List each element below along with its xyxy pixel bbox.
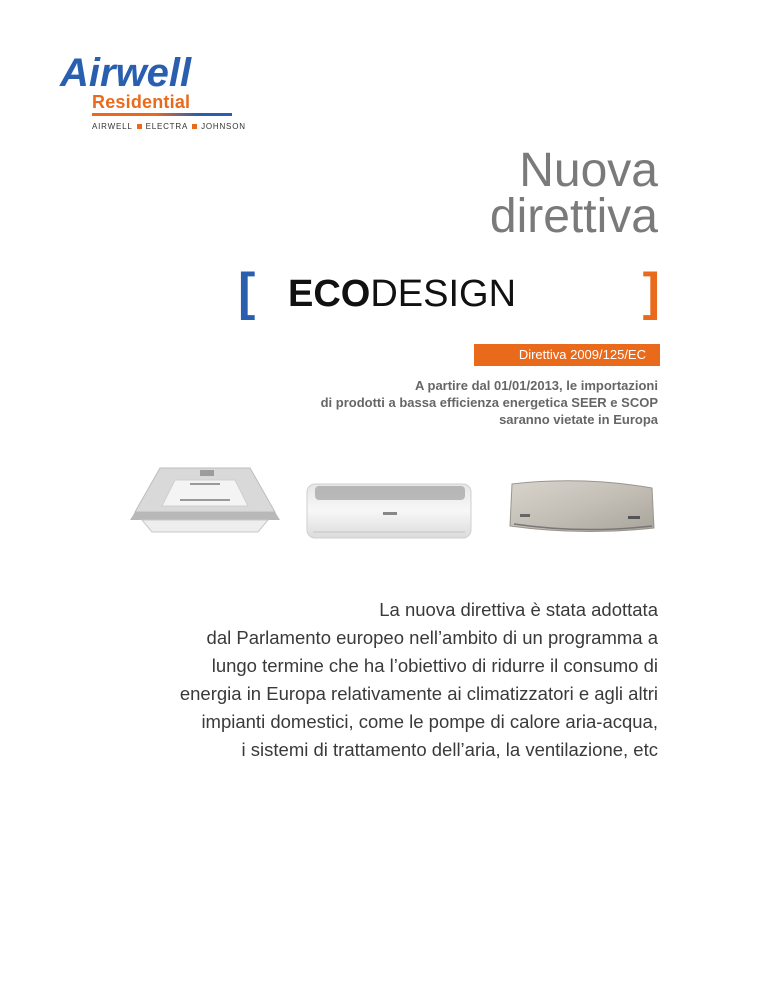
- airwell-logo: [58, 52, 246, 138]
- cassette-air-conditioner-icon: [130, 460, 280, 540]
- ecodesign-heading: [238, 263, 660, 322]
- square-bullet-icon: [192, 124, 197, 129]
- body-line: energia in Europa relativamente ai climatizzatori e agli altri: [179, 683, 658, 704]
- body-line: impianti domestici, come le pompe di calore aria-acqua,: [201, 711, 658, 732]
- directive-badge: Direttiva 2009/125/EC: [474, 344, 660, 366]
- body-line: i sistemi di trattamento dell’aria, la ventilazione, etc: [241, 739, 658, 760]
- title-line-2: direttiva: [489, 190, 658, 243]
- svg-text:Airwell: Airwell: [60, 52, 192, 94]
- airwell-wordmark-icon: [58, 52, 236, 94]
- open-bracket: [: [238, 263, 256, 321]
- page-title: [489, 144, 658, 243]
- title-line-1: Nuova: [519, 144, 658, 197]
- silver-wall-split-air-conditioner-icon: [506, 478, 658, 536]
- brand-electra: ELECTRA: [145, 122, 189, 131]
- notice-line: A partire dal 01/01/2013, le importazioni: [414, 378, 658, 393]
- close-bracket: ]: [642, 263, 660, 321]
- body-line: La nuova direttiva è stata adottata: [379, 599, 658, 620]
- design-text: DESIGN: [370, 273, 517, 315]
- ecodesign-text: [288, 274, 516, 314]
- import-notice: [321, 377, 658, 428]
- wall-split-air-conditioner-icon: [305, 482, 473, 542]
- eco-bold: ECO: [288, 273, 371, 315]
- logo-subtitle: Residential: [92, 92, 191, 112]
- notice-line: saranno vietate in Europa: [499, 412, 658, 427]
- directive-description: [180, 596, 658, 764]
- brand-johnson: JOHNSON: [201, 122, 246, 131]
- notice-line: di prodotti a bassa efficienza energetica SEER e SCOP: [320, 395, 658, 410]
- body-line: lungo termine che ha l’obiettivo di ridurre il consumo di: [211, 655, 658, 676]
- logo-brands: [92, 122, 246, 131]
- logo-stripe: [92, 113, 232, 116]
- brand-airwell: AIRWELL: [92, 122, 133, 131]
- square-bullet-icon: [137, 124, 142, 129]
- body-line: dal Parlamento europeo nell’ambito di un programma a: [206, 627, 658, 648]
